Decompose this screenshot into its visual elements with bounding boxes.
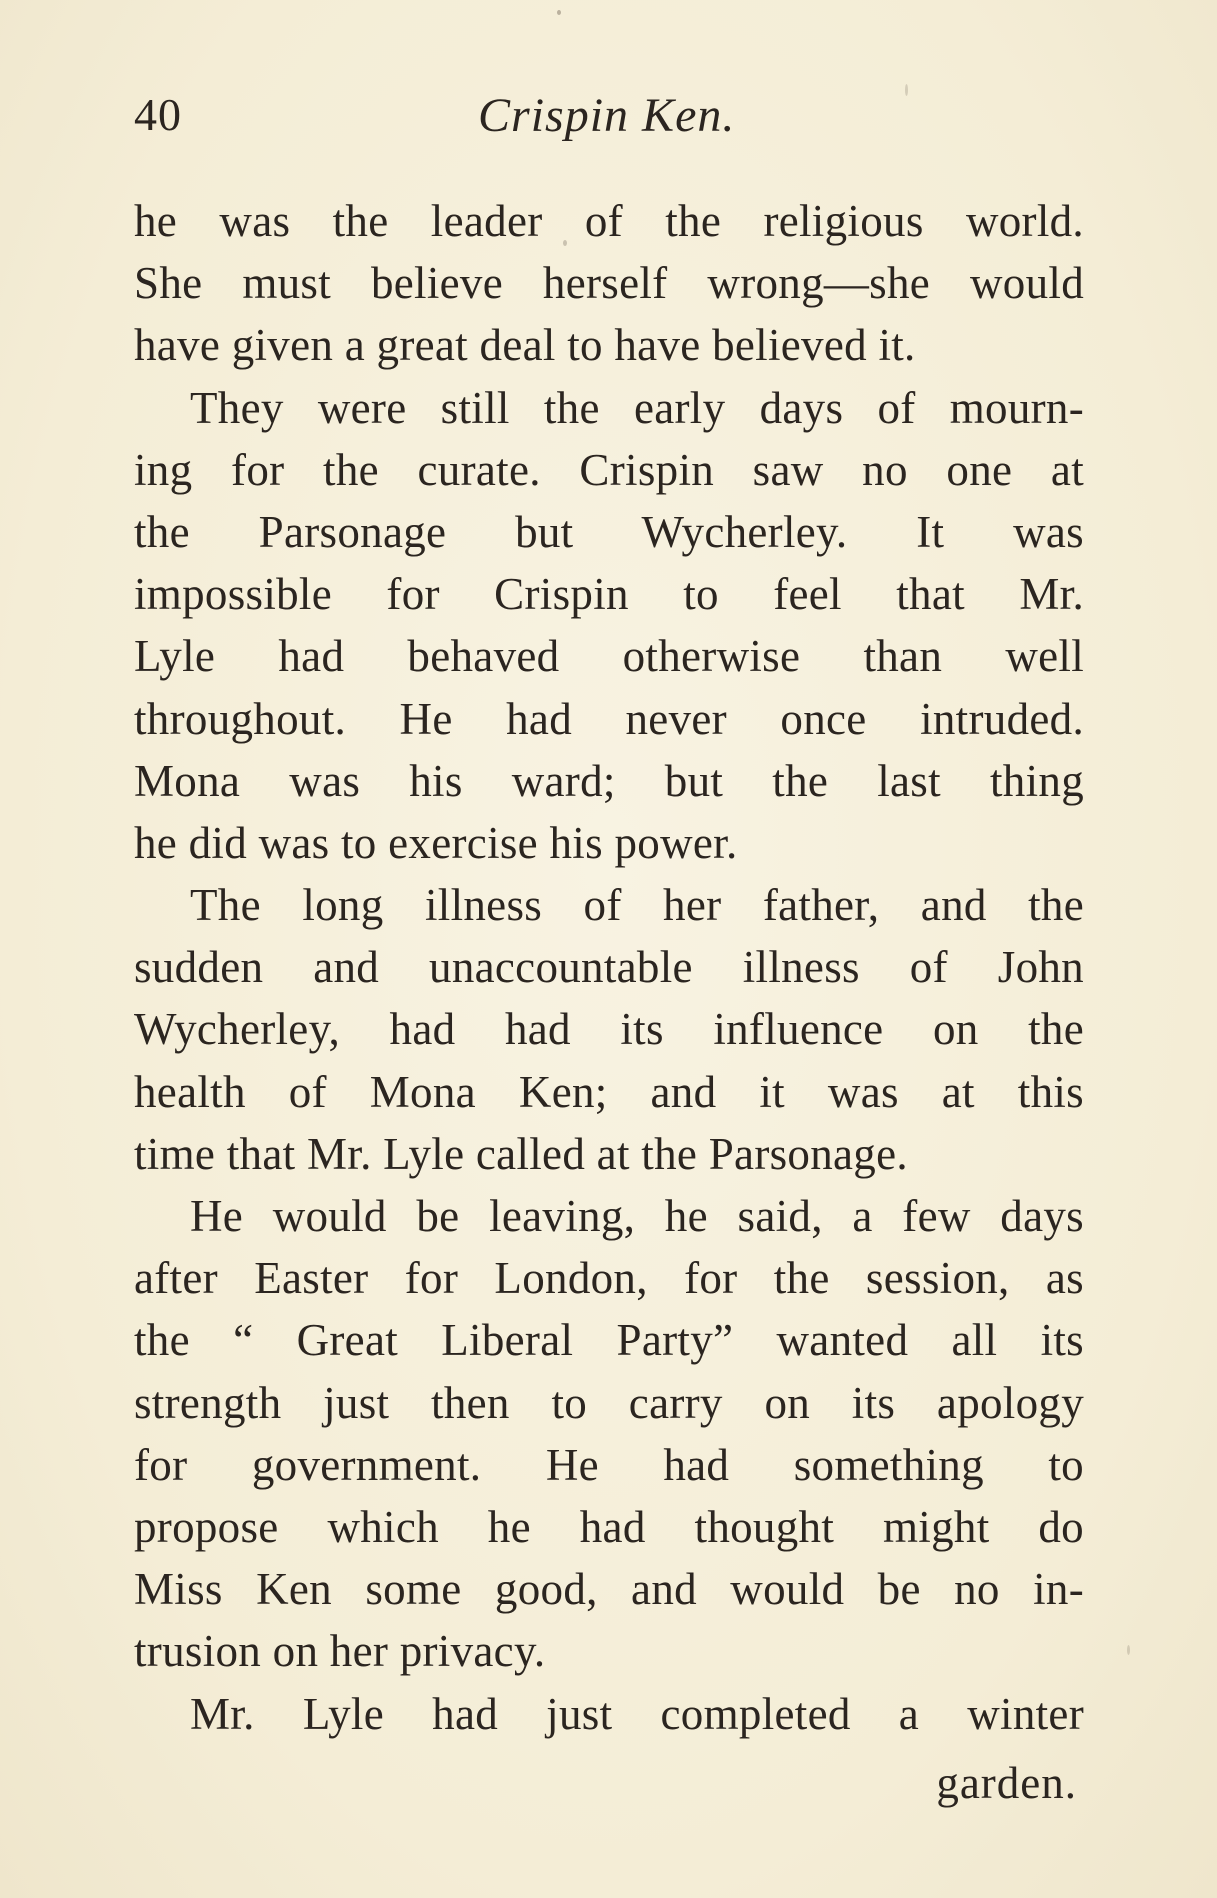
text-line: He would be leaving, he said, a few days — [190, 1191, 1084, 1241]
text-line: sudden and unaccountable illness of John — [134, 942, 1084, 993]
text-line: have given a great deal to have believed it. — [134, 320, 916, 371]
text-line: Wycherley, had had its influence on the — [134, 1004, 1084, 1055]
text-line: the Parsonage but Wycherley. It was — [134, 506, 1084, 557]
text-line: Mr. Lyle had just completed a winter — [190, 1688, 1084, 1739]
text-line: trusion on her privacy. — [134, 1626, 546, 1677]
page-number: 40 — [134, 89, 182, 140]
text-line: after Easter for London, for the session, as — [134, 1253, 1084, 1304]
paper-speck — [557, 10, 561, 15]
text-line: strength just then to carry on its apology — [134, 1377, 1084, 1428]
text-line: health of Mona Ken; and it was at this — [134, 1066, 1084, 1117]
text-line: Miss Ken some good, and would be no in- — [134, 1564, 1084, 1615]
text-line: the “ Great Liberal Party” wanted all its — [134, 1315, 1084, 1366]
text-line: impossible for Crispin to feel that Mr. — [134, 569, 1084, 620]
paper-speck — [1127, 1645, 1130, 1655]
body-text — [134, 190, 1084, 1745]
text-line: Mona was his ward; but the last thing — [134, 755, 1084, 806]
text-line: throughout. He had never once intruded. — [134, 693, 1084, 744]
catchword: garden. — [936, 1758, 1077, 1808]
text-line: he was the leader of the religious world. — [134, 196, 1084, 246]
text-line: The long illness of her father, and the — [190, 880, 1084, 931]
text-line: Lyle had behaved otherwise than well — [134, 631, 1084, 682]
text-line: for government. He had something to — [134, 1439, 1084, 1490]
text-line: time that Mr. Lyle called at the Parsonage. — [134, 1128, 908, 1179]
text-line: ing for the curate. Crispin saw no one at — [134, 444, 1084, 495]
paper-speck — [563, 240, 567, 246]
text-line: She must believe herself wrong—she would — [134, 258, 1084, 309]
page-header — [134, 80, 1084, 150]
text-line: They were still the early days of mourn- — [190, 382, 1084, 433]
paper-speck — [905, 84, 908, 96]
running-head: Crispin Ken. — [478, 89, 736, 142]
text-line: propose which he had thought might do — [134, 1501, 1084, 1552]
text-line: he did was to exercise his power. — [134, 817, 738, 868]
